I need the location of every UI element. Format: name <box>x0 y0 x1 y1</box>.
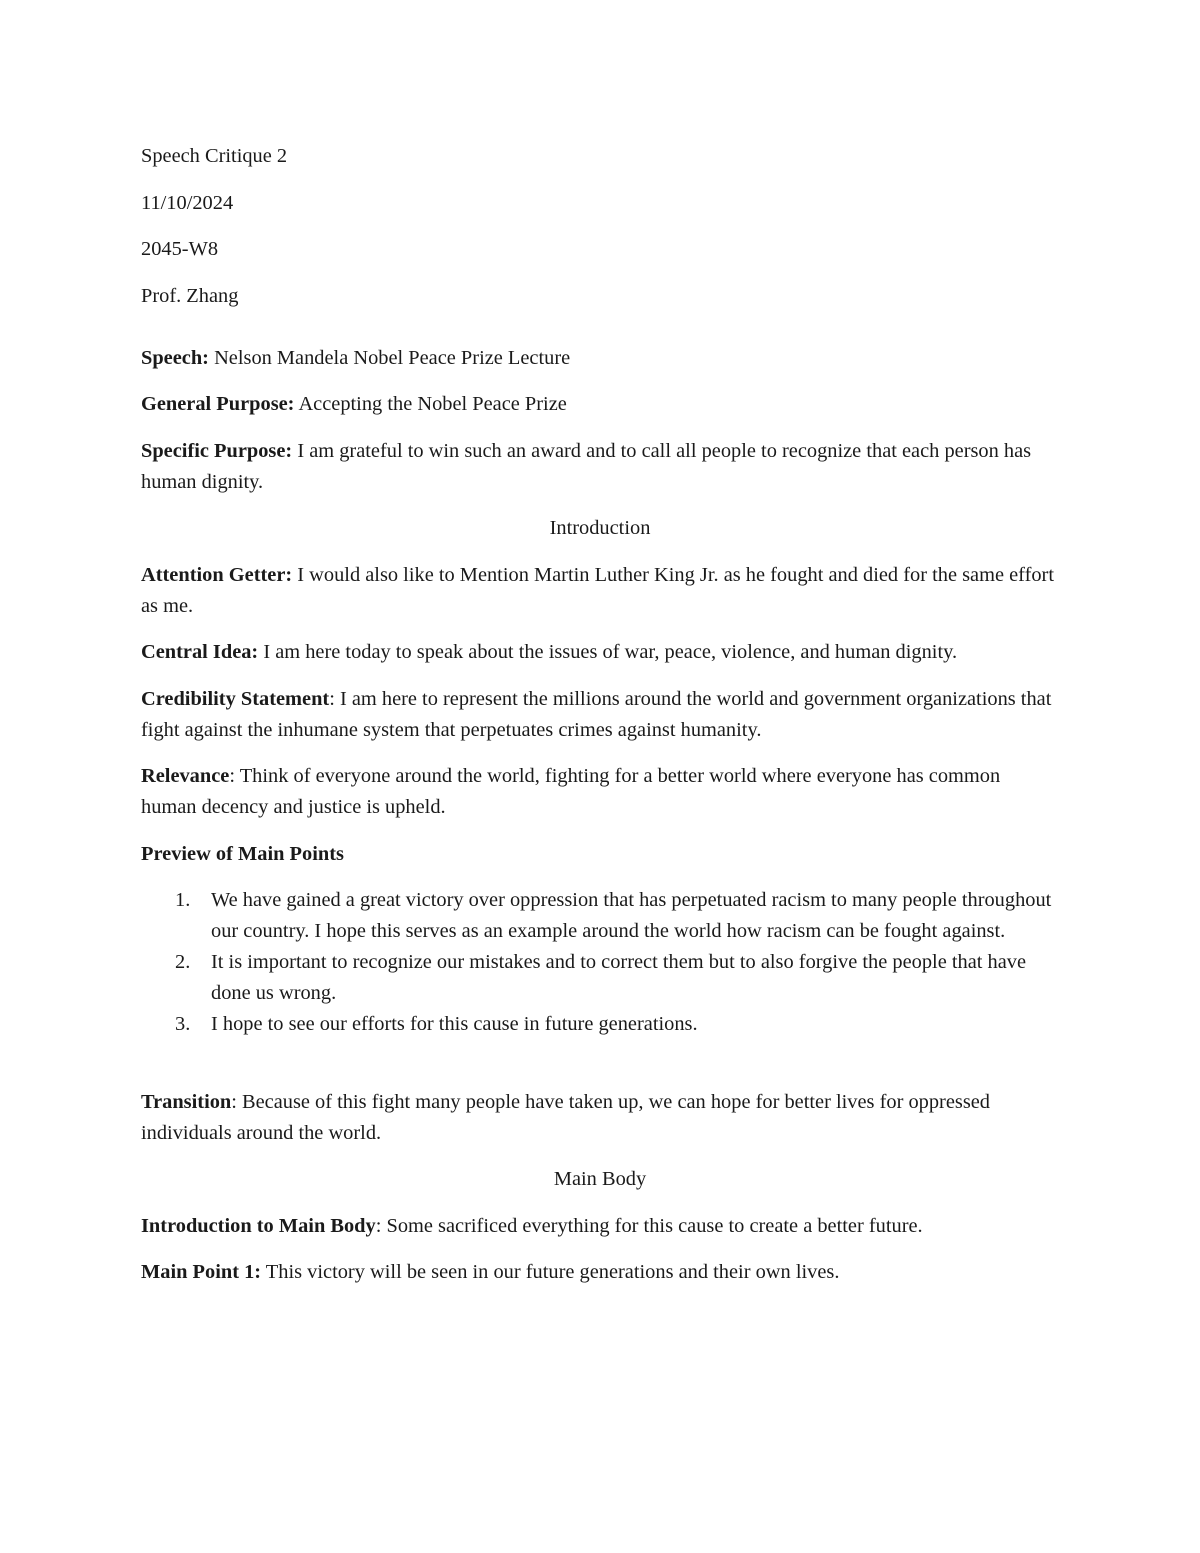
document-page <box>141 141 1059 1304</box>
main-point-1-value: This victory will be seen in our future generations and their own lives. <box>261 1261 840 1283</box>
speech-value: Nelson Mandela Nobel Peace Prize Lecture <box>208 346 571 369</box>
preview-heading <box>141 839 1059 870</box>
document-date: 11/10/2024 <box>141 191 234 214</box>
attention-getter-label: Attention Getter: <box>141 563 293 586</box>
list-item <box>141 885 1059 947</box>
transition-label: Transition <box>141 1090 232 1113</box>
credibility-statement-label: Credibility Statement <box>141 687 330 710</box>
blank-line <box>141 312 1059 343</box>
document-title: Speech Critique 2 <box>141 145 288 167</box>
main-body-heading: Main Body <box>553 1168 647 1190</box>
preview-heading-text: Preview of Main Points <box>141 842 344 865</box>
central-idea-value: I am here today to speak about the issues of war, peace, violence, and human dignity. <box>258 641 958 663</box>
relevance-field <box>141 761 1059 823</box>
attention-getter-value: I would also like to Mention Martin Luther King Jr. as he fought and died for the same effort as me. <box>141 563 1055 617</box>
speech-field <box>141 343 1059 374</box>
list-item-text: I hope to see our efforts for this cause in future generations. <box>211 1013 698 1035</box>
general-purpose-field <box>141 389 1059 420</box>
transition-value: : Because of this fight many people have taken up, we can hope for better lives for oppressed individuals around the world. <box>141 1090 991 1144</box>
central-idea-field <box>141 637 1059 668</box>
list-item <box>141 1009 1059 1040</box>
list-item <box>141 947 1059 1009</box>
main-body-intro-field <box>141 1211 1059 1242</box>
list-item-text: It is important to recognize our mistakes and to correct them but to also forgive the people that have done us wrong. <box>211 951 1027 1004</box>
relevance-value: : Think of everyone around the world, fighting for a better world where everyone has common human decency and justice is upheld. <box>141 765 1001 818</box>
credibility-statement-value: : I am here to represent the millions around the world and government organizations that fight against the inhumane system that perpetuates crimes against humanity. <box>141 687 1052 741</box>
main-point-1-label: Main Point 1: <box>141 1261 262 1283</box>
specific-purpose-label: Specific Purpose: <box>141 439 293 462</box>
blank-line <box>141 1056 1059 1087</box>
general-purpose-label: General Purpose: <box>141 393 295 415</box>
preview-points-list <box>141 885 1059 1040</box>
main-body-intro-value: : Some sacrificed everything for this cause to create a better future. <box>375 1214 923 1237</box>
course-code: 2045-W8 <box>141 238 219 260</box>
attention-getter-field <box>141 560 1059 622</box>
list-item-number: 1. <box>175 889 191 911</box>
list-item-number: 2. <box>175 951 191 973</box>
speech-label: Speech: <box>141 346 209 369</box>
main-point-1-field <box>141 1257 1059 1288</box>
credibility-statement-field <box>141 684 1059 746</box>
professor-name: Prof. Zhang <box>141 284 239 307</box>
list-item-number: 3. <box>175 1013 191 1035</box>
transition-field <box>141 1087 1059 1149</box>
main-body-intro-label: Introduction to Main Body <box>141 1214 376 1237</box>
list-item-text: We have gained a great victory over oppression that has perpetuated racism to many people throughout our country. I hope this serves as an example around the world how racism can be fought against. <box>211 889 1052 942</box>
relevance-label: Relevance <box>141 765 230 787</box>
specific-purpose-field <box>141 436 1059 498</box>
general-purpose-value: Accepting the Nobel Peace Prize <box>294 393 567 415</box>
specific-purpose-value: I am grateful to win such an award and to call all people to recognize that each person has human dignity. <box>141 439 1032 493</box>
central-idea-label: Central Idea: <box>141 641 259 663</box>
introduction-heading: Introduction <box>549 517 651 539</box>
